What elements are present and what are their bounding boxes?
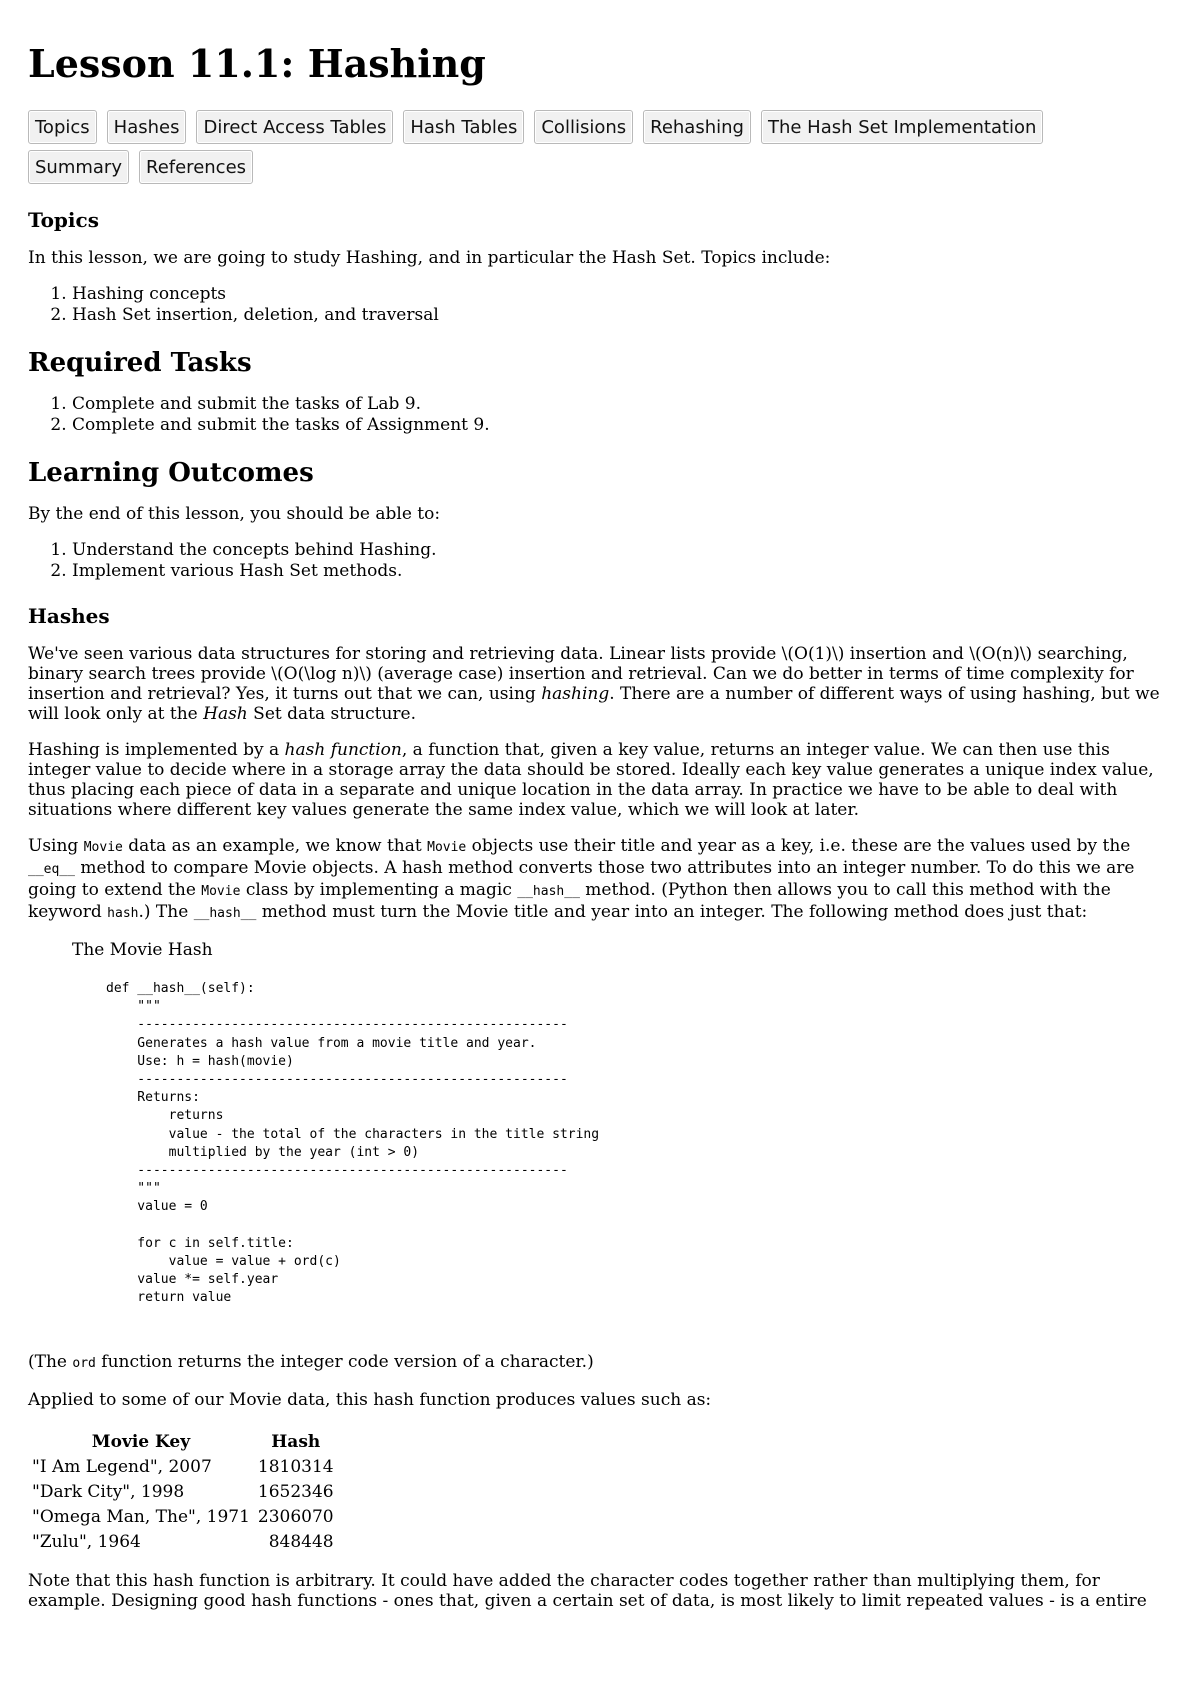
- table-cell: 1810314: [257, 1457, 334, 1478]
- list-item: 2. Implement various Hash Set methods.: [72, 561, 1172, 582]
- inline-code: ord: [72, 1355, 96, 1371]
- hashes-paragraph-4: (The ord function returns the integer code version of a character.): [28, 1351, 594, 1372]
- nav-button-references[interactable]: References: [139, 150, 253, 184]
- required-tasks-heading: Required Tasks: [28, 348, 252, 378]
- table-cell: 1652346: [257, 1482, 334, 1503]
- section-nav: [28, 110, 1148, 184]
- inline-code: Movie: [201, 884, 241, 899]
- inline-code: __eq__: [28, 862, 75, 877]
- list-item: 1. Complete and submit the tasks of Lab 9.: [72, 394, 1172, 415]
- table-cell: "Omega Man, The", 1971: [32, 1507, 250, 1528]
- inline-code: __hash__: [193, 906, 257, 921]
- page-title: Lesson 11.1: Hashing: [28, 41, 486, 86]
- list-item: 2. Complete and submit the tasks of Assignment 9.: [72, 415, 1172, 436]
- table-row: [28, 1530, 338, 1555]
- inline-code: Movie: [83, 840, 123, 855]
- table-cell: "Dark City", 1998: [32, 1482, 185, 1503]
- hashes-paragraph-1: We've seen various data structures for storing and retrieving data. Linear lists provide \(O(1)\) insertion and \(O(n)\) searching, binary search trees provide \(O(\log n)\) (average case) insertion and retrieval. Can we do better in terms of time complexity for insertion and retrieval? Yes, it turns out that we can, using hashing. There are a number of different ways of using hashing, but we will look only at the Hash Set data structure.: [28, 644, 1160, 724]
- nav-button-collisions[interactable]: Collisions: [534, 110, 633, 144]
- code-block: def __hash__(self): """ ------------------------------------------------------- Generates a hash value from a movie title and year. Use: h = hash(movie) ------------------------------------------------------- Returns: returns value - the total of the characters in the title string multiplied by the year (int > 0) ------------------------------------------------------- """ value = 0 for c in self.title: value = value + ord(c) value *= self.year return value: [106, 981, 600, 1306]
- emphasis: hashing: [541, 684, 610, 704]
- inline-code: Movie: [427, 840, 467, 855]
- emphasis: Hash: [203, 704, 248, 724]
- topics-heading: Topics: [28, 208, 99, 232]
- hashes-paragraph-5: Applied to some of our Movie data, this hash function produces values such as:: [28, 1389, 712, 1410]
- table-row: [28, 1480, 338, 1505]
- table-cell: 2306070: [257, 1507, 334, 1528]
- hashes-paragraph-2: Hashing is implemented by a hash function, a function that, given a key value, returns an integer value. We can then use this integer value to decide where in a storage array the data should be stored. Ideally each key value generates a unique index value, thus placing each piece of data in a separate and unique location in the data array. In practice we have to be able to deal with situations where different key values generate the same index value, which we will look at later.: [28, 740, 1154, 820]
- list-item: 2. Hash Set insertion, deletion, and traversal: [72, 305, 1172, 326]
- nav-button-hashes[interactable]: Hashes: [107, 110, 187, 144]
- learning-outcomes-intro: By the end of this lesson, you should be able to:: [28, 504, 441, 524]
- required-tasks-list: [28, 394, 1172, 436]
- column-header: Hash: [271, 1432, 321, 1453]
- emphasis: hash function: [284, 740, 402, 760]
- table-row: [28, 1455, 338, 1480]
- inline-code: __hash__: [517, 884, 580, 899]
- hash-values-table: [28, 1430, 338, 1555]
- nav-button-summary[interactable]: Summary: [28, 150, 129, 184]
- table-header-row: [28, 1430, 338, 1455]
- table-cell: "I Am Legend", 2007: [32, 1457, 212, 1478]
- nav-button-topics[interactable]: Topics: [28, 110, 97, 144]
- learning-outcomes-list: [28, 540, 1172, 582]
- code-caption: The Movie Hash: [72, 940, 213, 960]
- hashes-paragraph-6: Note that this hash function is arbitrary. It could have added the character codes together rather than multiplying them, for example. Designing good hash functions - ones that, given a certain set of data, is most likely to limit repeated values - is a entire: [28, 1570, 1147, 1611]
- nav-button-hash-tables[interactable]: Hash Tables: [403, 110, 524, 144]
- hashes-paragraph-3: Using Movie data as an example, we know that Movie objects use their title and year as a key, i.e. these are the values used by the __eq__ method to compare Movie objects. A hash method converts those two attributes into an integer number. To do this we are going to extend the Movie class by implementing a magic __hash__ method. (Python then allows you to call this method with the keyword hash.) The __hash__ method must turn the Movie title and year into an integer. The following method does just that:: [28, 836, 1135, 922]
- nav-button-rehashing[interactable]: Rehashing: [643, 110, 751, 144]
- nav-button-direct-access-tables[interactable]: Direct Access Tables: [196, 110, 393, 144]
- table-cell: "Zulu", 1964: [32, 1532, 141, 1553]
- topics-intro: In this lesson, we are going to study Hashing, and in particular the Hash Set. Topics include:: [28, 248, 831, 268]
- nav-button-hash-set-implementation[interactable]: The Hash Set Implementation: [761, 110, 1043, 144]
- hashes-heading: Hashes: [28, 604, 110, 628]
- list-item: 1. Hashing concepts: [72, 284, 1172, 305]
- column-header: Movie Key: [91, 1432, 191, 1453]
- learning-outcomes-heading: Learning Outcomes: [28, 458, 314, 488]
- table-cell: 848448: [268, 1532, 334, 1553]
- table-row: [28, 1505, 338, 1530]
- topics-list: [28, 284, 1172, 326]
- inline-code: hash: [107, 906, 139, 921]
- list-item: 1. Understand the concepts behind Hashing.: [72, 540, 1172, 561]
